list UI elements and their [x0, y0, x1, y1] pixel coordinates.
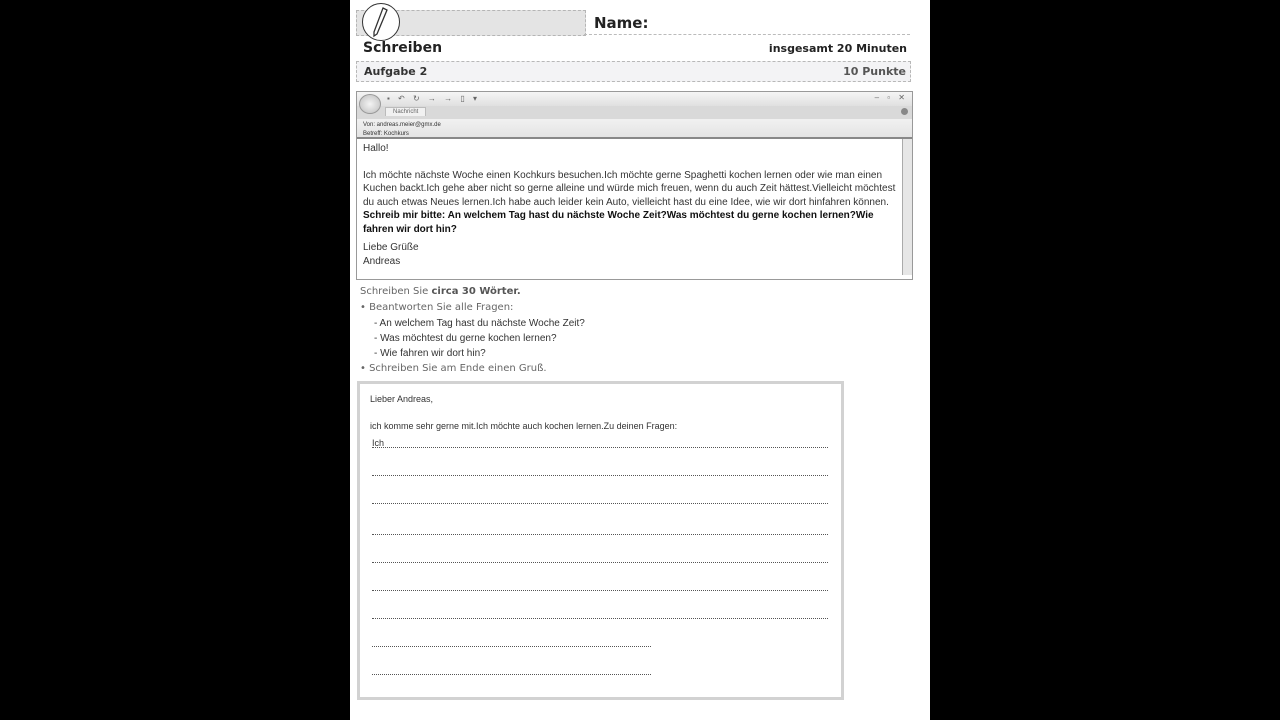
total-time: insgesamt 20 Minuten [768, 42, 907, 55]
bullet-greeting: • Schreiben Sie am Ende einen Gruß. [360, 363, 547, 374]
answer-salutation: Lieber Andreas, [370, 394, 434, 404]
email-greeting: Hallo! [363, 143, 389, 154]
writing-line[interactable] [372, 646, 651, 647]
tab-nachricht[interactable]: Nachricht [385, 107, 426, 116]
writing-line[interactable] [372, 475, 828, 476]
help-icon[interactable] [901, 108, 908, 115]
word-count: circa 30 Wörter. [431, 286, 521, 297]
instruction-text: Schreiben Sie [360, 286, 432, 297]
task-bar [356, 61, 911, 82]
email-text: Ich möchte nächste Woche einen Kochkurs besuchen.Ich möchte gerne Spaghetti kochen lernen oder wie man einen Kuchen backt.Ich gehe aber nicht so gerne alleine und würde mich freuen, wenn du auch Zeit hättest.Vielleicht möchtest du auch etwas Neues lernen.Ich habe auch leider kein Auto, vielleicht hast du eine Idee, wie wir dort hinfahren können. [363, 169, 896, 208]
email-subject: Betreff: Kochkurs [363, 131, 409, 137]
points-label: 10 Punkte [843, 65, 906, 78]
section-title: Schreiben [363, 40, 443, 56]
writing-line[interactable] [372, 503, 828, 504]
writing-line[interactable] [372, 447, 828, 448]
email-toolbar [357, 92, 912, 106]
answer-first-word: Ich [372, 438, 385, 448]
window-controls[interactable]: – ▫ ✕ [874, 93, 908, 102]
email-question: Schreib mir bitte: An welchem Tag hast du nächste Woche Zeit?Was möchtest du gerne kochen lernen?Wie fahren wir dort hin? [363, 210, 874, 235]
answer-box[interactable] [357, 381, 844, 700]
question-item: - Was möchtest du gerne kochen lernen? [374, 333, 557, 344]
instructions [360, 284, 585, 377]
office-orb-icon[interactable] [359, 94, 381, 114]
name-input-line[interactable] [584, 34, 910, 35]
writing-line[interactable] [372, 590, 828, 591]
task-label: Aufgabe 2 [364, 65, 428, 78]
question-item: - Wie fahren wir dort hin? [374, 348, 486, 359]
email-closing: Liebe Grüße [363, 242, 419, 253]
pencil-icon [362, 3, 400, 41]
email-window [356, 91, 913, 280]
bullet-answer-questions: • Beantworten Sie alle Fragen: [360, 302, 514, 313]
worksheet-page [350, 0, 930, 720]
writing-line[interactable] [372, 562, 828, 563]
writing-line[interactable] [372, 618, 828, 619]
email-signature: Andreas [363, 255, 401, 267]
email-from: Von: andreas.meier@gmx.de [363, 122, 441, 128]
answer-intro: ich komme sehr gerne mit.Ich möchte auch kochen lernen.Zu deinen Fragen: [370, 421, 678, 431]
quick-access-icons[interactable]: ▪ ↶ ↻ → → ▯ ▾ [387, 94, 480, 103]
ribbon-tabs [357, 106, 912, 119]
name-label: Name: [594, 14, 649, 32]
writing-line[interactable] [372, 674, 651, 675]
email-meta [357, 119, 912, 139]
question-item: - An welchem Tag hast du nächste Woche Zeit? [374, 318, 585, 329]
email-body [357, 139, 912, 275]
scrollbar[interactable] [902, 139, 912, 275]
writing-line[interactable] [372, 534, 828, 535]
